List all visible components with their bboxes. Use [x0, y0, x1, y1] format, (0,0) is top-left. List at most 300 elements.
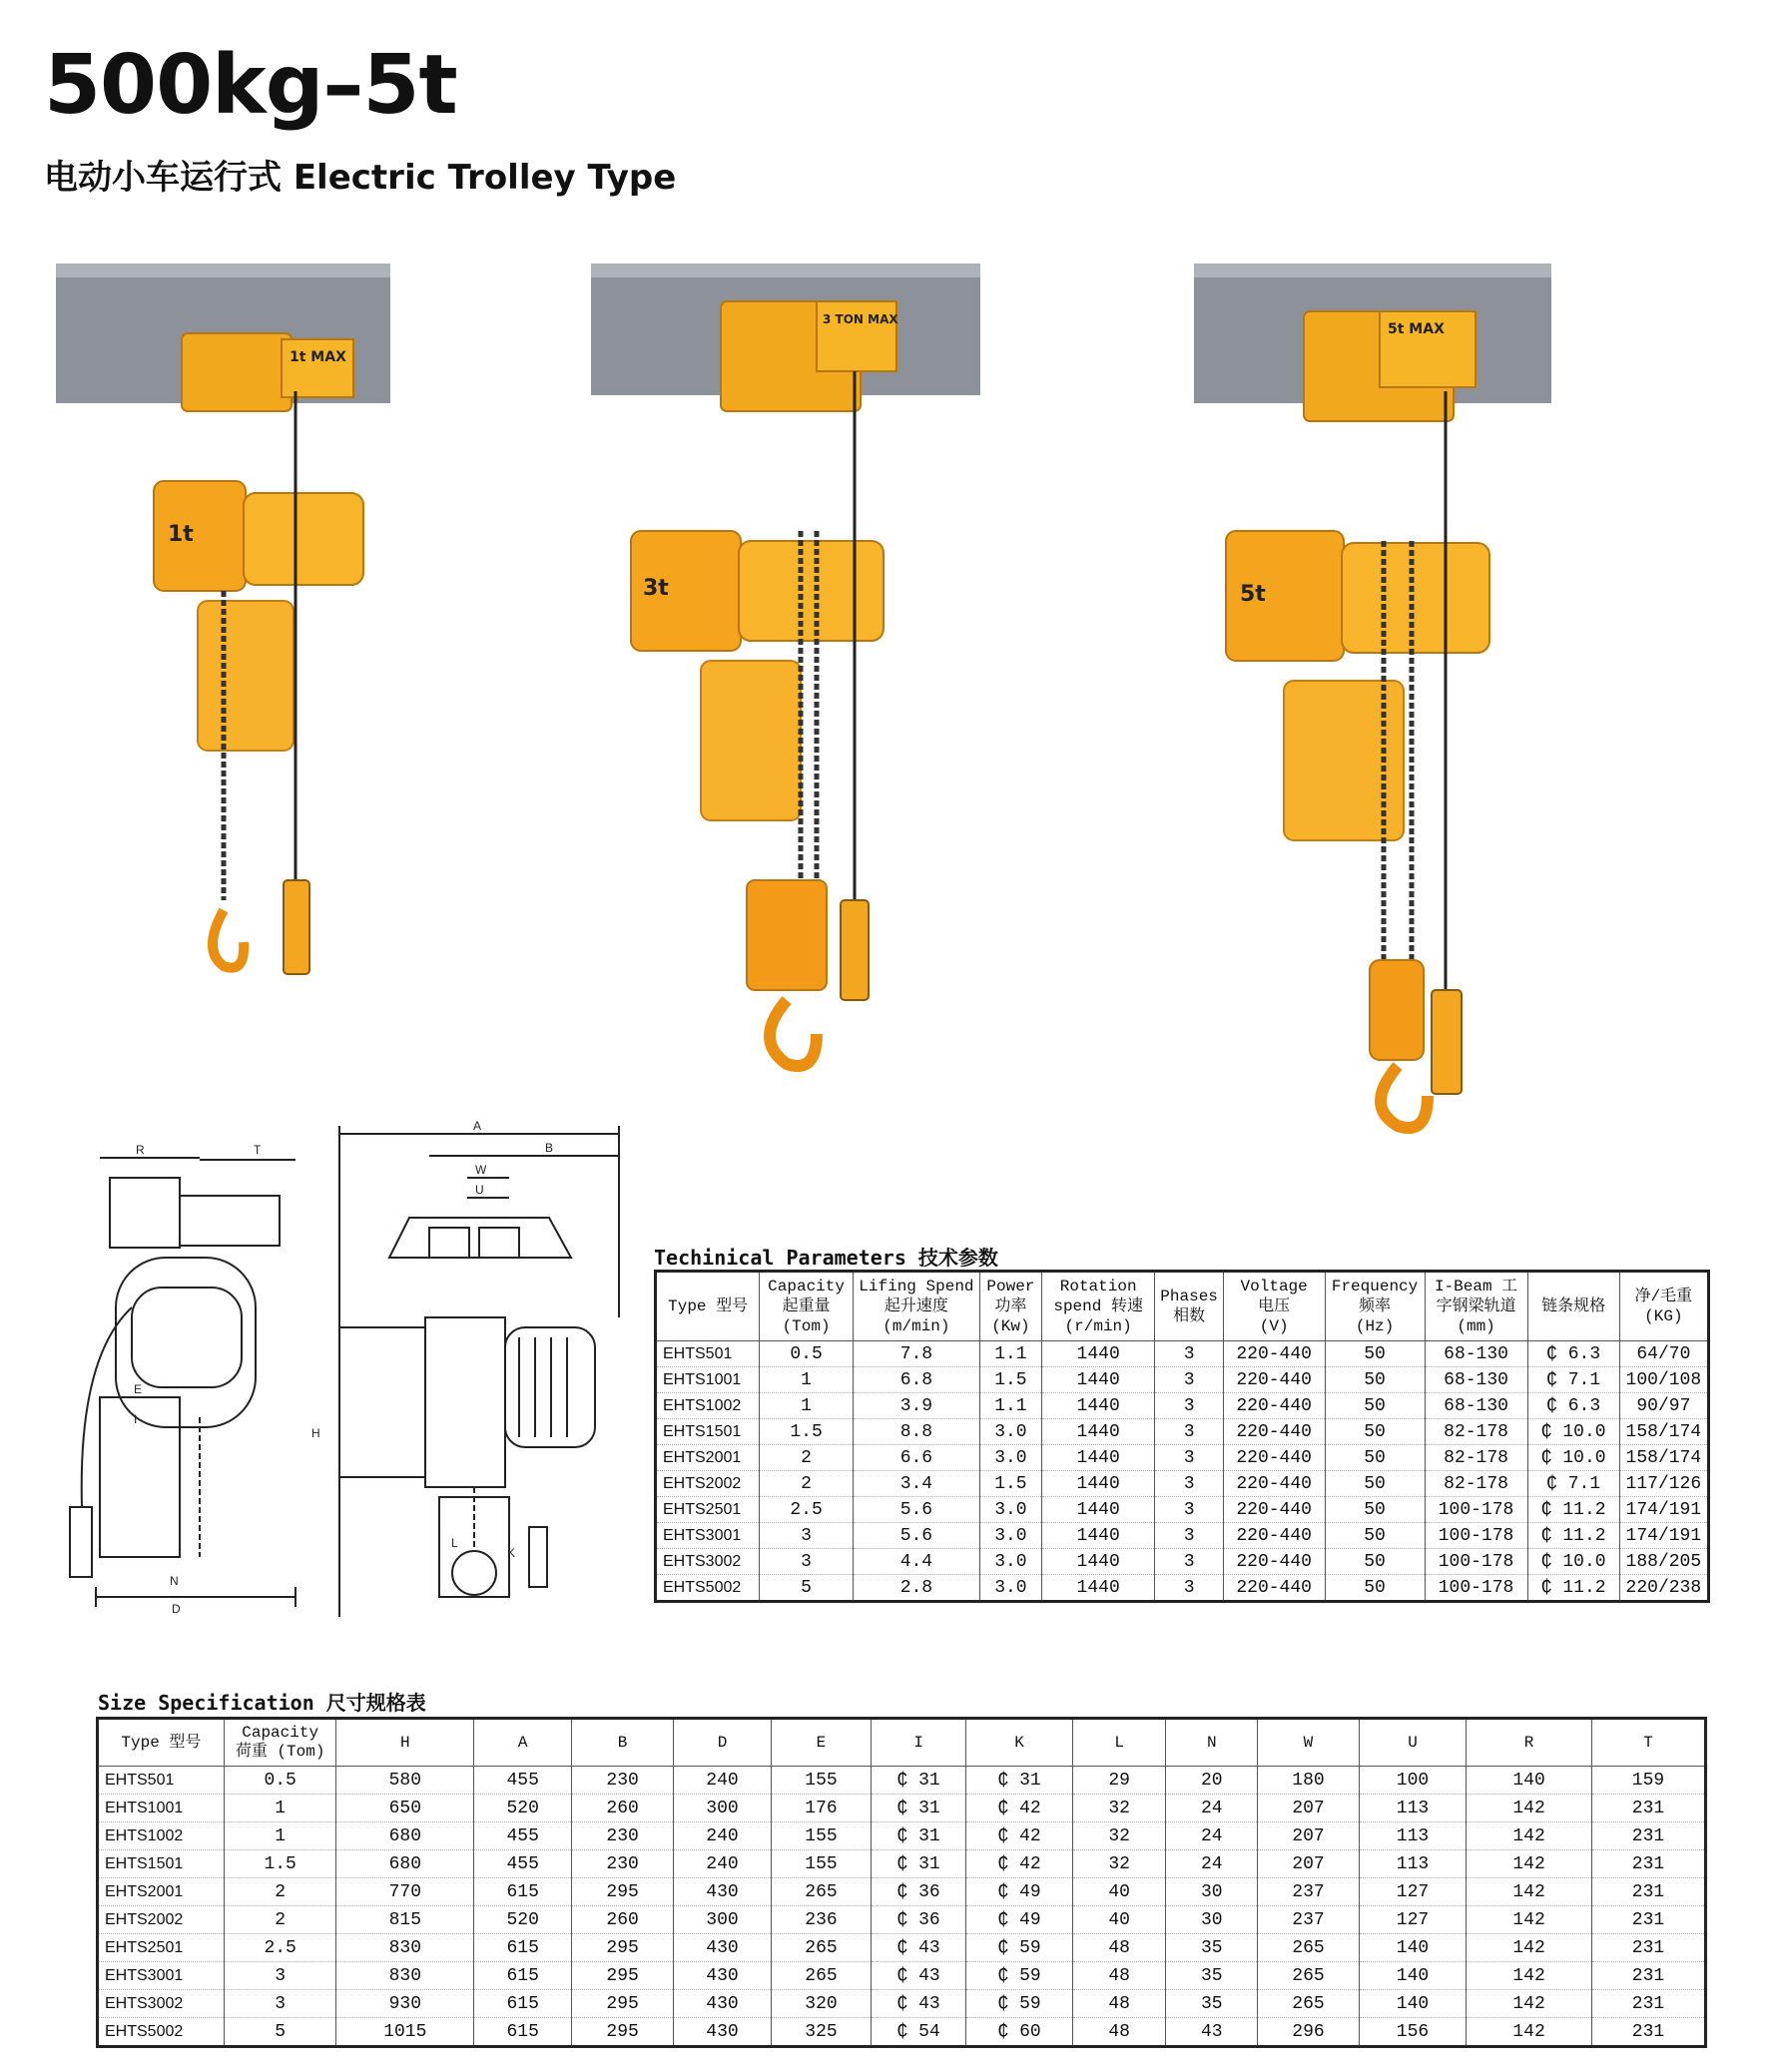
table-cell: 6.6	[853, 1445, 979, 1471]
table-cell: 158/174	[1619, 1445, 1708, 1471]
dim-label: U	[475, 1183, 484, 1197]
column-header-line: Phases	[1160, 1288, 1218, 1305]
technical-parameters-table	[654, 1270, 1710, 1603]
table-cell: 236	[772, 1906, 872, 1934]
table-cell: 830	[336, 1934, 474, 1962]
table-cell: 455	[474, 1767, 572, 1795]
table-cell: 830	[336, 1962, 474, 1990]
dim-label: L	[451, 1536, 458, 1550]
table-cell: 82-178	[1425, 1445, 1527, 1471]
type-cell: EHTS3002	[98, 1990, 225, 2018]
table-cell: 35	[1166, 1962, 1258, 1990]
table-cell: ₵ 59	[966, 1990, 1073, 2018]
column-header-line: (Hz)	[1355, 1317, 1395, 1335]
table-cell: 231	[1592, 1990, 1706, 2018]
hook	[1381, 1066, 1428, 1128]
column-header-line: U	[1408, 1733, 1418, 1752]
table-cell: ₵ 42	[966, 1822, 1073, 1850]
column-header-line: spend 转速	[1053, 1297, 1143, 1315]
table-cell: ₵ 31	[871, 1767, 965, 1795]
table-cell: ₵ 36	[871, 1906, 965, 1934]
table-row	[656, 1523, 1709, 1549]
motor	[739, 541, 884, 641]
table-cell: 615	[474, 2018, 572, 2047]
table-cell: 240	[673, 1822, 771, 1850]
table-row	[656, 1367, 1709, 1393]
table-cell: 230	[572, 1822, 674, 1850]
column-header	[1619, 1272, 1708, 1341]
dim-label: E	[134, 1382, 143, 1396]
pendant	[284, 880, 309, 974]
table-cell: 1	[760, 1393, 854, 1419]
table-cell: 2.5	[224, 1934, 336, 1962]
table-cell: ₵ 31	[871, 1795, 965, 1822]
column-header-line: R	[1523, 1733, 1534, 1752]
dim-label: R	[136, 1143, 145, 1157]
table-cell: 5	[224, 2018, 336, 2047]
table-cell: 230	[572, 1850, 674, 1878]
table-cell: ₵ 6.3	[1527, 1341, 1619, 1367]
table-cell: 155	[772, 1767, 872, 1795]
table-cell: 1	[760, 1367, 854, 1393]
table-cell: ₵ 6.3	[1527, 1393, 1619, 1419]
table-cell: 127	[1359, 1878, 1466, 1906]
table-cell: 231	[1592, 2018, 1706, 2047]
table-cell: 24	[1166, 1850, 1258, 1878]
column-header	[871, 1719, 965, 1767]
trolley	[182, 333, 292, 411]
table-cell: 220-440	[1223, 1549, 1325, 1575]
table-row	[98, 1962, 1706, 1990]
table-cell: ₵ 7.1	[1527, 1367, 1619, 1393]
table-cell: 140	[1359, 1962, 1466, 1990]
table-header-row	[98, 1719, 1706, 1767]
table-row	[656, 1445, 1709, 1471]
table-cell: 295	[572, 1962, 674, 1990]
column-header	[1041, 1272, 1155, 1341]
column-header	[656, 1272, 760, 1341]
table-cell: 3	[1155, 1419, 1223, 1445]
table-cell: 127	[1359, 1906, 1466, 1934]
table-cell: 680	[336, 1850, 474, 1878]
table-cell: 296	[1258, 2018, 1360, 2047]
table-cell: 220-440	[1223, 1471, 1325, 1497]
size-specification-title: Size Specification 尺寸规格表	[98, 1691, 426, 1715]
table-cell: 580	[336, 1767, 474, 1795]
table-cell: 815	[336, 1906, 474, 1934]
table-cell: 35	[1166, 1934, 1258, 1962]
type-cell: EHTS2002	[656, 1471, 760, 1497]
table-cell: ₵ 36	[871, 1878, 965, 1906]
column-header-line: B	[617, 1733, 628, 1752]
table-cell: 20	[1166, 1767, 1258, 1795]
table-cell: 220-440	[1223, 1419, 1325, 1445]
table-cell: 8.8	[853, 1419, 979, 1445]
table-cell: 207	[1258, 1795, 1360, 1822]
table-cell: 1.5	[224, 1850, 336, 1878]
table-cell: 2.8	[853, 1575, 979, 1602]
capacity-label: 5t	[1240, 582, 1266, 607]
table-cell: 50	[1325, 1497, 1425, 1523]
column-header-line: L	[1114, 1733, 1124, 1752]
table-cell: 1	[224, 1795, 336, 1822]
table-cell: 1440	[1041, 1419, 1155, 1445]
table-cell: 113	[1359, 1822, 1466, 1850]
table-cell: ₵ 11.2	[1527, 1523, 1619, 1549]
table-cell: 176	[772, 1795, 872, 1822]
table-cell: 3	[224, 1990, 336, 2018]
table-cell: 1440	[1041, 1445, 1155, 1471]
table-cell: 650	[336, 1795, 474, 1822]
table-cell: 3	[1155, 1497, 1223, 1523]
page-title: 500kg–5t	[44, 38, 457, 133]
table-cell: ₵ 10.0	[1527, 1445, 1619, 1471]
table-cell: 68-130	[1425, 1341, 1527, 1367]
table-cell: 260	[572, 1906, 674, 1934]
table-cell: ₵ 59	[966, 1962, 1073, 1990]
table-row	[656, 1471, 1709, 1497]
table-cell: 100-178	[1425, 1497, 1527, 1523]
table-cell: 30	[1166, 1878, 1258, 1906]
column-header-line: A	[517, 1733, 528, 1752]
table-row	[656, 1497, 1709, 1523]
column-header	[1258, 1719, 1360, 1767]
table-row	[98, 1906, 1706, 1934]
table-cell: 3	[760, 1549, 854, 1575]
table-cell: 32	[1072, 1850, 1166, 1878]
table-cell: 3.0	[979, 1549, 1041, 1575]
table-cell: 430	[673, 1878, 771, 1906]
table-row	[656, 1419, 1709, 1445]
table-cell: 230	[572, 1767, 674, 1795]
table-cell: 1440	[1041, 1471, 1155, 1497]
type-cell: EHTS1001	[656, 1367, 760, 1393]
table-row	[98, 2018, 1706, 2047]
table-row	[656, 1549, 1709, 1575]
table-cell: 930	[336, 1990, 474, 2018]
table-cell: ₵ 59	[966, 1934, 1073, 1962]
type-cell: EHTS1501	[656, 1419, 760, 1445]
capacity-label: 3t	[643, 576, 669, 601]
table-cell: 100/108	[1619, 1367, 1708, 1393]
table-cell: 48	[1072, 1934, 1166, 1962]
column-header	[1325, 1272, 1425, 1341]
table-cell: 237	[1258, 1906, 1360, 1934]
table-cell: 300	[673, 1906, 771, 1934]
column-header-line: 频率	[1359, 1297, 1392, 1315]
technical-parameters-title: Techinical Parameters 技术参数	[654, 1246, 998, 1270]
table-cell: 100-178	[1425, 1575, 1527, 1602]
table-cell: ₵ 49	[966, 1878, 1073, 1906]
column-header	[1072, 1719, 1166, 1767]
table-cell: 50	[1325, 1367, 1425, 1393]
column-header-line: 电压	[1258, 1297, 1291, 1315]
table-cell: 325	[772, 2018, 872, 2047]
pendant	[841, 900, 869, 1000]
hook	[213, 910, 244, 968]
table-cell: ₵ 7.1	[1527, 1471, 1619, 1497]
table-cell: 174/191	[1619, 1523, 1708, 1549]
table-cell: 295	[572, 1990, 674, 2018]
table-cell: 1	[224, 1822, 336, 1850]
table-cell: 231	[1592, 1878, 1706, 1906]
column-header	[224, 1719, 336, 1767]
column-header-line: (mm)	[1457, 1317, 1495, 1335]
drawing-front-view	[309, 1118, 639, 1627]
table-cell: 455	[474, 1822, 572, 1850]
table-cell: 48	[1072, 1990, 1166, 2018]
table-cell: 50	[1325, 1575, 1425, 1602]
table-cell: 237	[1258, 1878, 1360, 1906]
table-cell: 295	[572, 1934, 674, 1962]
table-cell: 50	[1325, 1549, 1425, 1575]
drawing-side-view	[60, 1138, 319, 1617]
table-cell: 142	[1467, 1906, 1592, 1934]
table-cell: 220-440	[1223, 1575, 1325, 1602]
table-cell: 1440	[1041, 1393, 1155, 1419]
table-cell: 6.8	[853, 1367, 979, 1393]
dim-label: B	[545, 1141, 554, 1155]
table-cell: 7.8	[853, 1341, 979, 1367]
column-header-line: (Tom)	[782, 1317, 831, 1335]
dim-label: T	[254, 1143, 262, 1157]
table-cell: 30	[1166, 1906, 1258, 1934]
column-header-line: 荷重 (Tom)	[235, 1743, 325, 1761]
dim-label: H	[311, 1426, 320, 1440]
dim-label: N	[170, 1574, 179, 1588]
table-cell: 2	[760, 1445, 854, 1471]
column-header-line: K	[1014, 1733, 1024, 1752]
size-specification-table	[96, 1717, 1707, 2048]
column-header-line: Type 型号	[121, 1733, 202, 1752]
table-cell: 240	[673, 1850, 771, 1878]
table-cell: 100	[1359, 1767, 1466, 1795]
column-header	[1467, 1719, 1592, 1767]
table-cell: 1440	[1041, 1575, 1155, 1602]
table-cell: 220-440	[1223, 1367, 1325, 1393]
column-header-line: N	[1206, 1733, 1217, 1752]
column-header-line: 相数	[1173, 1307, 1206, 1325]
table-cell: 220/238	[1619, 1575, 1708, 1602]
table-cell: 2	[224, 1878, 336, 1906]
table-cell: 231	[1592, 1934, 1706, 1962]
table-cell: 295	[572, 2018, 674, 2047]
table-cell: 50	[1325, 1393, 1425, 1419]
table-cell: ₵ 43	[871, 1962, 965, 1990]
table-cell: ₵ 43	[871, 1934, 965, 1962]
type-cell: EHTS2001	[656, 1445, 760, 1471]
table-cell: 770	[336, 1878, 474, 1906]
table-cell: 140	[1359, 1990, 1466, 2018]
column-header	[979, 1272, 1041, 1341]
table-cell: 180	[1258, 1767, 1360, 1795]
column-header-line: 净/毛重	[1634, 1288, 1693, 1305]
column-header	[760, 1272, 854, 1341]
table-cell: 1015	[336, 2018, 474, 2047]
column-header	[673, 1719, 771, 1767]
table-cell: 5.6	[853, 1497, 979, 1523]
column-header	[474, 1719, 572, 1767]
column-header	[336, 1719, 474, 1767]
table-cell: 188/205	[1619, 1549, 1708, 1575]
table-cell: 142	[1467, 1878, 1592, 1906]
hook	[770, 1000, 817, 1066]
chain-bag	[198, 601, 294, 751]
plate-label: 5t MAX	[1388, 321, 1445, 337]
table-cell: 615	[474, 1878, 572, 1906]
table-cell: 231	[1592, 1795, 1706, 1822]
table-cell: ₵ 42	[966, 1850, 1073, 1878]
table-cell: 220-440	[1223, 1393, 1325, 1419]
table-cell: 240	[673, 1767, 771, 1795]
table-cell: 3.0	[979, 1523, 1041, 1549]
table-cell: 220-440	[1223, 1445, 1325, 1471]
table-cell: 615	[474, 1934, 572, 1962]
table-cell: 32	[1072, 1795, 1166, 1822]
table-cell: ₵ 10.0	[1527, 1419, 1619, 1445]
dim-label: K	[507, 1546, 516, 1560]
table-cell: 159	[1592, 1767, 1706, 1795]
table-cell: 82-178	[1425, 1419, 1527, 1445]
pendant	[1432, 990, 1462, 1094]
table-cell: 231	[1592, 1822, 1706, 1850]
column-header-line: W	[1303, 1733, 1314, 1752]
column-header	[1166, 1719, 1258, 1767]
type-cell: EHTS1002	[656, 1393, 760, 1419]
table-cell: 4.4	[853, 1549, 979, 1575]
table-cell: 1440	[1041, 1367, 1155, 1393]
table-cell: 142	[1467, 2018, 1592, 2047]
table-cell: 48	[1072, 2018, 1166, 2047]
column-header-line: Voltage	[1240, 1278, 1308, 1295]
column-header-line: Rotation	[1059, 1278, 1137, 1295]
table-cell: ₵ 11.2	[1527, 1497, 1619, 1523]
table-row	[98, 1934, 1706, 1962]
table-cell: 265	[1258, 1990, 1360, 2018]
page-subtitle: 电动小车运行式 Electric Trolley Type	[44, 158, 677, 198]
table-cell: 3	[224, 1962, 336, 1990]
table-cell: 156	[1359, 2018, 1466, 2047]
table-cell: 140	[1467, 1767, 1592, 1795]
table-cell: 430	[673, 1962, 771, 1990]
table-cell: 5	[760, 1575, 854, 1602]
table-cell: 3.9	[853, 1393, 979, 1419]
table-cell: 430	[673, 2018, 771, 2047]
table-cell: 142	[1467, 1795, 1592, 1822]
type-cell: EHTS3001	[98, 1962, 225, 1990]
table-cell: 174/191	[1619, 1497, 1708, 1523]
column-header	[1425, 1272, 1527, 1341]
table-cell: ₵ 10.0	[1527, 1549, 1619, 1575]
table-cell: 265	[772, 1962, 872, 1990]
table-row	[98, 1795, 1706, 1822]
type-cell: EHTS1001	[98, 1795, 225, 1822]
table-row	[656, 1575, 1709, 1602]
type-cell: EHTS501	[656, 1341, 760, 1367]
column-header	[572, 1719, 674, 1767]
table-cell: 1.5	[979, 1471, 1041, 1497]
table-cell: 0.5	[760, 1341, 854, 1367]
column-header-line: T	[1643, 1733, 1653, 1752]
table-cell: 3	[1155, 1575, 1223, 1602]
column-header-line: (m/min)	[883, 1317, 950, 1335]
table-cell: 2	[760, 1471, 854, 1497]
dim-label: A	[473, 1119, 482, 1133]
type-cell: EHTS3002	[656, 1549, 760, 1575]
column-header	[853, 1272, 979, 1341]
table-cell: 117/126	[1619, 1471, 1708, 1497]
table-cell: 615	[474, 1990, 572, 2018]
table-cell: ₵ 31	[871, 1850, 965, 1878]
table-cell: 50	[1325, 1419, 1425, 1445]
column-header-line: 功率	[994, 1297, 1027, 1315]
hoist-photo-5t	[1194, 261, 1573, 1160]
column-header-line: Frequency	[1331, 1278, 1419, 1295]
table-cell: 231	[1592, 1962, 1706, 1990]
table-cell: 82-178	[1425, 1471, 1527, 1497]
type-cell: EHTS2001	[98, 1878, 225, 1906]
table-cell: 430	[673, 1990, 771, 2018]
type-cell: EHTS2501	[98, 1934, 225, 1962]
column-header-line: (KG)	[1644, 1307, 1683, 1325]
hook-block	[1370, 960, 1424, 1060]
plate-label: 1t MAX	[290, 349, 346, 365]
table-cell: 142	[1467, 1934, 1592, 1962]
table-cell: 155	[772, 1822, 872, 1850]
table-cell: ₵ 54	[871, 2018, 965, 2047]
table-cell: 100-178	[1425, 1523, 1527, 1549]
column-header-line: Lifing Spend	[859, 1278, 974, 1295]
table-cell: 32	[1072, 1822, 1166, 1850]
table-cell: 3	[1155, 1471, 1223, 1497]
table-cell: ₵ 31	[871, 1822, 965, 1850]
table-cell: 40	[1072, 1878, 1166, 1906]
table-cell: 615	[474, 1962, 572, 1990]
hoist-photo-1t	[56, 261, 395, 1010]
table-cell: 5.6	[853, 1523, 979, 1549]
column-header-line: D	[717, 1733, 728, 1752]
table-row	[98, 1767, 1706, 1795]
table-cell: 1.5	[760, 1419, 854, 1445]
column-header-line: Power	[986, 1278, 1035, 1295]
table-cell: 1.1	[979, 1393, 1041, 1419]
table-cell: 265	[1258, 1934, 1360, 1962]
column-header-line: (Kw)	[991, 1317, 1030, 1335]
table-cell: 113	[1359, 1795, 1466, 1822]
column-header	[1223, 1272, 1325, 1341]
table-cell: ₵ 49	[966, 1906, 1073, 1934]
dim-label: I	[134, 1412, 138, 1426]
table-cell: 43	[1166, 2018, 1258, 2047]
dim-label: W	[475, 1163, 487, 1177]
table-cell: 265	[772, 1878, 872, 1906]
column-header-line: 起重量	[782, 1297, 831, 1315]
table-cell: 64/70	[1619, 1341, 1708, 1367]
table-header-row	[656, 1272, 1709, 1341]
type-cell: EHTS5002	[656, 1575, 760, 1602]
table-cell: ₵ 42	[966, 1795, 1073, 1822]
table-cell: ₵ 31	[966, 1767, 1073, 1795]
column-header-line: Capacity	[242, 1724, 319, 1742]
table-cell: 40	[1072, 1906, 1166, 1934]
column-header-line: I	[913, 1733, 923, 1752]
table-cell: 260	[572, 1795, 674, 1822]
type-cell: EHTS5002	[98, 2018, 225, 2047]
type-cell: EHTS3001	[656, 1523, 760, 1549]
table-cell: 220-440	[1223, 1341, 1325, 1367]
table-cell: 265	[772, 1934, 872, 1962]
table-cell: 24	[1166, 1822, 1258, 1850]
